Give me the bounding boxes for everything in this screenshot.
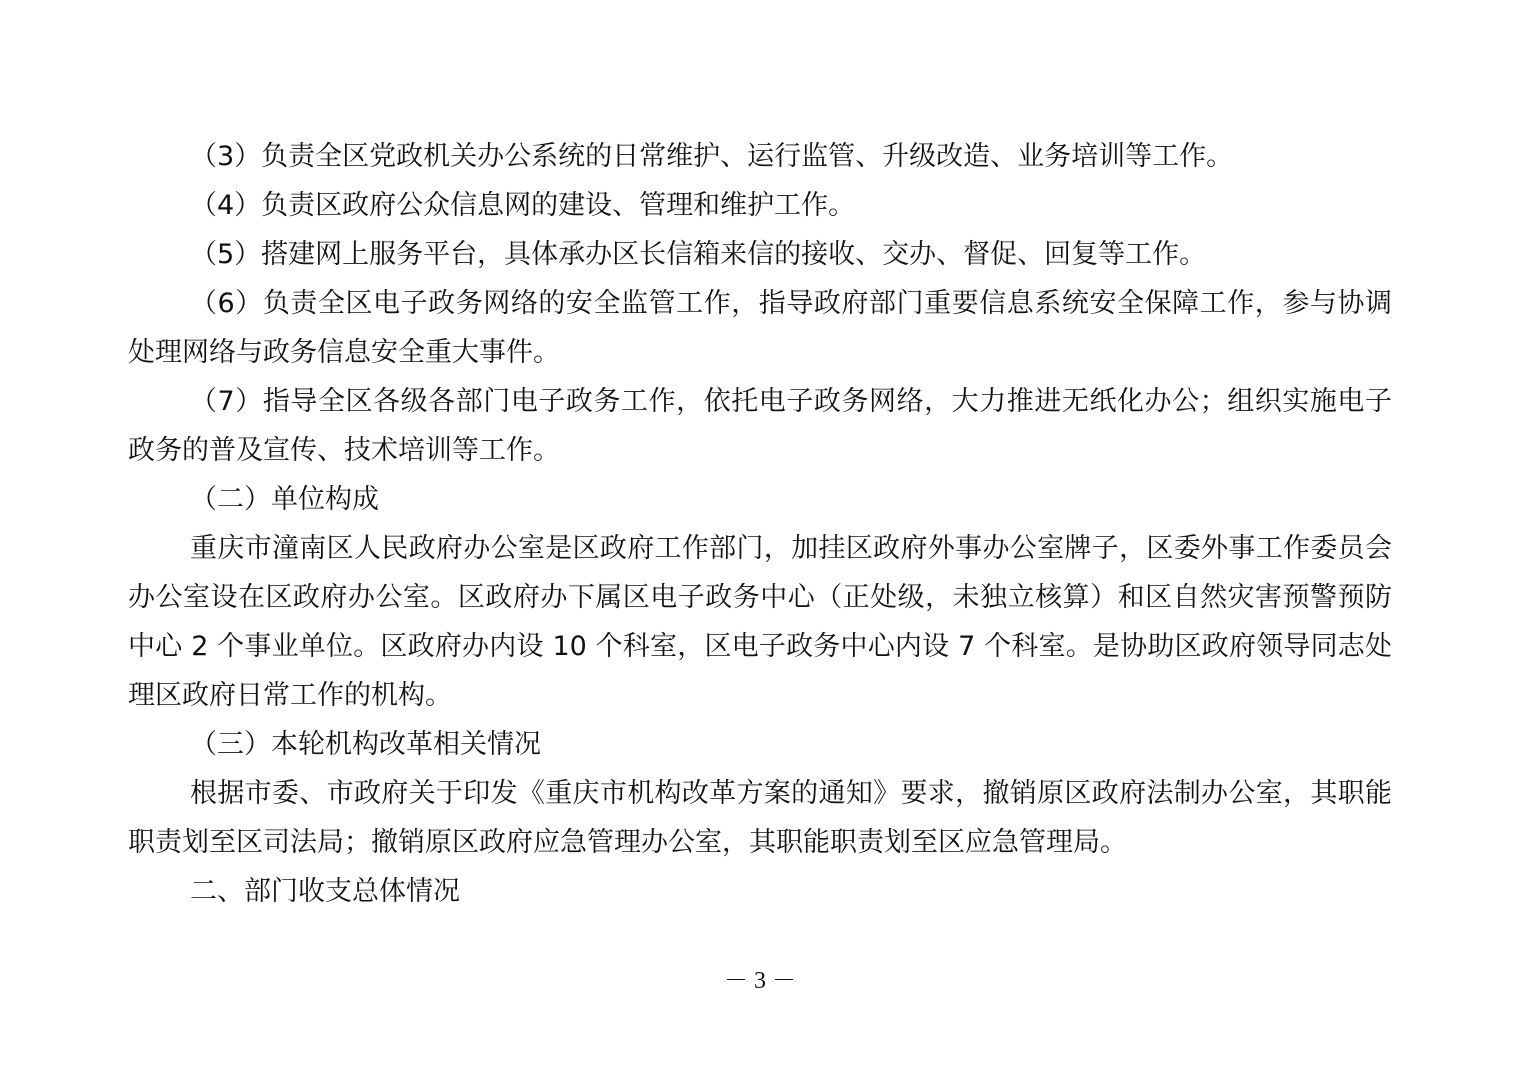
paragraph-reform: 根据市委、市政府关于印发《重庆市机构改革方案的通知》要求，撤销原区政府法制办公室，其职能职责划至区司法局；撤销原区政府应急管理办公室，其职能职责划至区应急管理局。 bbox=[128, 778, 1392, 858]
page-number: － 3 － bbox=[724, 968, 796, 994]
document-body bbox=[128, 132, 1392, 916]
section-heading-reform: （三）本轮机构改革相关情况 bbox=[190, 729, 541, 760]
section-heading-budget-overview: 二、部门收支总体情况 bbox=[190, 876, 460, 907]
paragraph-unit-composition: 重庆市潼南区人民政府办公室是区政府工作部门，加挂区政府外事办公室牌子，区委外事工作委员会办公室设在区政府办公室。区政府办下属区电子政务中心（正处级，未独立核算）和区自然灾害预警预防中心 2 个事业单位。区政府办内设 10 个科室，区电子政务中心内设 7 个科室。是协助区政府领导同志处理区政府日常工作的机构。 bbox=[128, 533, 1392, 711]
paragraph-item-3: （3）负责全区党政机关办公系统的日常维护、运行监管、升级改造、业务培训等工作。 bbox=[190, 141, 1234, 172]
paragraph-item-4: （4）负责区政府公众信息网的建设、管理和维护工作。 bbox=[190, 190, 856, 221]
paragraph-item-6: （6）负责全区电子政务网络的安全监管工作，指导政府部门重要信息系统安全保障工作，参与协调处理网络与政务信息安全重大事件。 bbox=[128, 288, 1392, 368]
paragraph-item-5: （5）搭建网上服务平台，具体承办区长信箱来信的接收、交办、督促、回复等工作。 bbox=[190, 239, 1207, 270]
section-heading-unit-composition: （二）单位构成 bbox=[190, 484, 379, 515]
paragraph-item-7: （7）指导全区各级各部门电子政务工作，依托电子政务网络，大力推进无纸化办公；组织实施电子政务的普及宣传、技术培训等工作。 bbox=[128, 386, 1392, 466]
